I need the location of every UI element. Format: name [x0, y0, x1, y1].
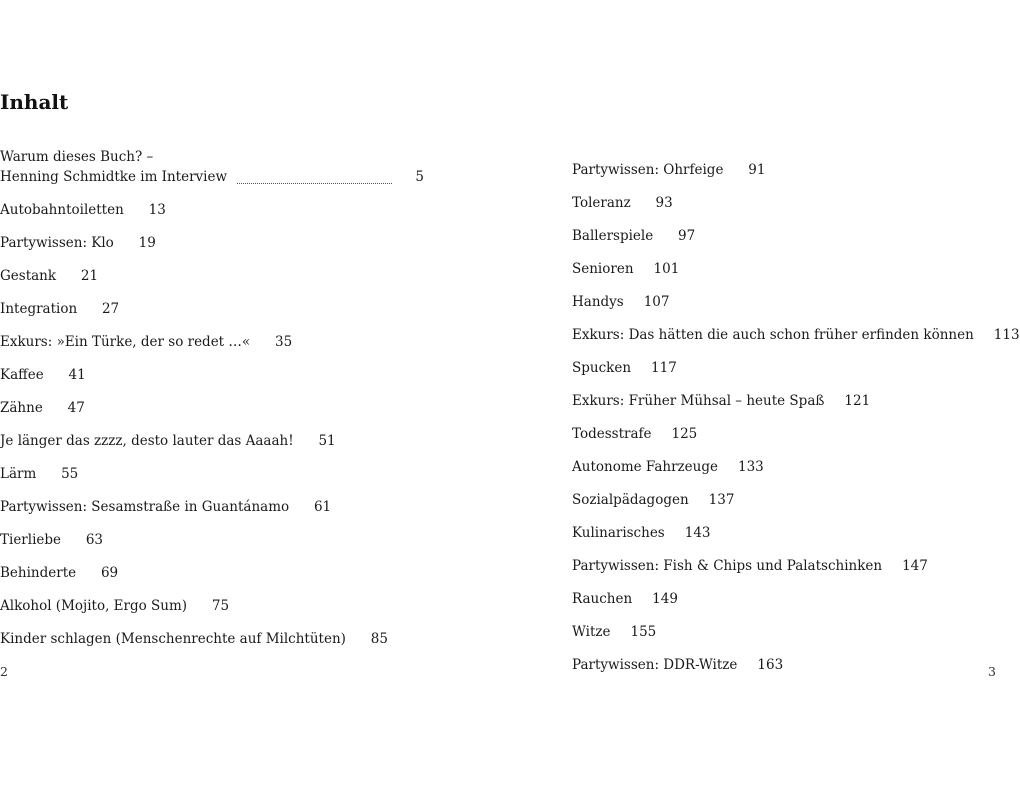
page-number-left: 2 — [0, 664, 8, 679]
toc-entry[interactable] — [572, 346, 996, 379]
toc-entry-title: Todesstrafe — [572, 426, 652, 442]
toc-entry[interactable] — [572, 610, 996, 643]
toc-entry-title: Spucken — [572, 360, 632, 376]
toc-entry-page-number: 97 — [678, 228, 696, 244]
toc-entry[interactable] — [0, 320, 424, 353]
toc-entry-page-number: 101 — [653, 261, 680, 277]
toc-entry[interactable] — [0, 386, 424, 419]
toc-entry-title: Partywissen: Ohrfeige — [572, 162, 724, 178]
toc-entry-title: Zähne — [0, 400, 43, 416]
toc-entry[interactable] — [0, 353, 424, 386]
toc-entry-page-number: 113 — [993, 327, 1020, 343]
toc-entry-page-number: 125 — [671, 426, 698, 442]
toc-entry-title: Alkohol (Mojito, Ergo Sum) — [0, 598, 188, 614]
page-number-right: 3 — [988, 664, 996, 679]
toc-entry-page-number: 137 — [708, 492, 735, 508]
toc-entry-page-number: 5 — [415, 169, 424, 185]
toc-entry-page-number: 75 — [211, 598, 230, 614]
toc-entry-title: Lärm — [0, 466, 37, 482]
toc-entry[interactable] — [0, 221, 424, 254]
toc-entry-title: Partywissen: Fish & Chips und Palatschinken — [572, 558, 883, 574]
toc-entry-title-line1: Warum dieses Buch? – — [0, 149, 154, 165]
toc-entry-title: Autobahntoiletten — [0, 202, 124, 218]
toc-entry-title: Kinder schlagen (Menschenrechte auf Milchtüten) — [0, 631, 346, 647]
toc-entry-page-number: 91 — [748, 162, 766, 178]
toc-entry-title: Je länger das zzzz, desto lauter das Aaaah! — [0, 433, 294, 449]
toc-entry-page-number: 69 — [100, 565, 119, 581]
toc-entry-title: Exkurs: Das hätten die auch schon früher erfinden können — [572, 327, 974, 343]
toc-entry-page-number: 133 — [737, 459, 764, 475]
toc-entry-title: Exkurs: »Ein Türke, der so redet …« — [0, 334, 251, 350]
toc-entry-page-number: 51 — [318, 433, 336, 449]
toc-entry-page-number: 13 — [148, 202, 166, 218]
toc-entry-title: Partywissen: Klo — [0, 235, 114, 251]
toc-entry-title: Sozialpädagogen — [572, 492, 689, 508]
toc-entry-title: Gestank — [0, 268, 57, 284]
toc-entry-title: Integration — [0, 301, 78, 317]
toc-entry-page-number: 35 — [274, 334, 293, 350]
toc-entry-title: Partywissen: DDR-Witze — [572, 657, 738, 673]
toc-entry-page-number: 19 — [138, 235, 156, 251]
toc-entry[interactable] — [0, 551, 424, 584]
toc-entry-page-number: 107 — [643, 294, 670, 310]
toc-entry-page-number: 41 — [68, 367, 86, 383]
toc-entry[interactable] — [0, 617, 424, 650]
toc-entry[interactable] — [572, 214, 996, 247]
toc-entry-page-number: 63 — [85, 532, 104, 548]
toc-entry-page-number: 117 — [651, 360, 677, 376]
toc-entry[interactable] — [0, 419, 424, 452]
toc-entry-page-number: 163 — [757, 657, 784, 673]
toc-entry-page-number: 21 — [80, 268, 99, 284]
toc-entry[interactable] — [0, 452, 424, 485]
toc-entry-page-number: 121 — [844, 393, 871, 409]
toc-entry-title: Senioren — [572, 261, 634, 277]
toc-entry[interactable] — [572, 478, 996, 511]
toc-entry[interactable] — [572, 412, 996, 445]
toc-entry[interactable] — [572, 643, 996, 676]
toc-entry[interactable] — [572, 379, 996, 412]
toc-left-column — [0, 148, 424, 650]
toc-entry-title: Behinderte — [0, 565, 77, 581]
toc-entry-page-number: 147 — [902, 558, 928, 574]
toc-right-column — [572, 148, 1020, 676]
toc-entry-title: Tierliebe — [0, 532, 62, 548]
toc-entry[interactable] — [572, 445, 996, 478]
toc-entry[interactable] — [0, 485, 424, 518]
toc-entry-page-number: 85 — [370, 631, 388, 647]
toc-entry-page-number: 47 — [67, 400, 85, 416]
toc-entry-page-number: 27 — [101, 301, 120, 317]
toc-entry-title: Kaffee — [0, 367, 44, 383]
toc-entry-page-number: 143 — [684, 525, 711, 541]
toc-entry-title: Handys — [572, 294, 624, 310]
toc-entry[interactable] — [572, 313, 1020, 346]
toc-entry-title: Autonome Fahrzeuge — [572, 459, 718, 475]
toc-entry[interactable] — [572, 577, 996, 610]
toc-entry-title: Toleranz — [572, 195, 631, 211]
toc-entry[interactable] — [572, 181, 996, 214]
toc-entry[interactable] — [572, 511, 996, 544]
toc-entry[interactable] — [0, 188, 424, 221]
toc-entry[interactable] — [0, 584, 424, 617]
toc-entry-title: Partywissen: Sesamstraße in Guantánamo — [0, 499, 290, 515]
toc-entry[interactable] — [572, 247, 996, 280]
toc-entry-page-number: 55 — [61, 466, 79, 482]
toc-entry[interactable] — [572, 544, 996, 577]
toc-entry[interactable] — [572, 148, 996, 181]
toc-entry-page-number: 61 — [313, 499, 332, 515]
toc-entry-page-number: 155 — [630, 624, 657, 640]
toc-entry-title: Witze — [572, 624, 611, 640]
toc-entry-page-number: 93 — [655, 195, 673, 211]
toc-entry-title: Ballerspiele — [572, 228, 654, 244]
toc-entry[interactable] — [0, 254, 424, 287]
toc-entry[interactable] — [0, 148, 424, 188]
toc-entry-title: Kulinarisches — [572, 525, 665, 541]
dot-leader — [237, 183, 392, 184]
toc-entry-page-number: 149 — [652, 591, 678, 607]
toc-entry[interactable] — [0, 287, 424, 320]
toc-entry[interactable] — [0, 518, 424, 551]
toc-entry[interactable] — [572, 280, 996, 313]
toc-entry-title: Henning Schmidtke im Interview — [0, 169, 228, 185]
toc-entry-title: Exkurs: Früher Mühsal – heute Spaß — [572, 393, 825, 409]
page-title: Inhalt — [0, 90, 69, 114]
toc-entry-title: Rauchen — [572, 591, 633, 607]
